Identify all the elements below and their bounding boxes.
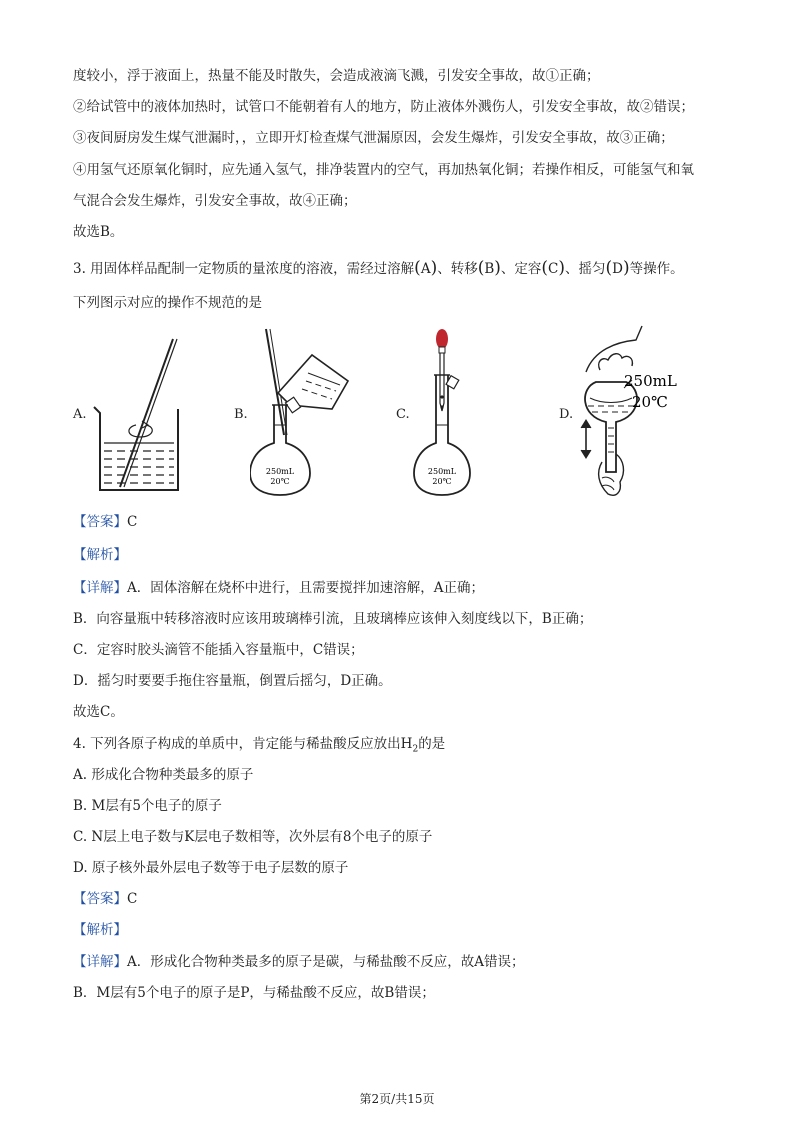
option-d-label: D. [559, 407, 574, 422]
text-line: ②给试管中的液体加热时，试管口不能朝着有人的地方，防止液体外溅伤人，引发安全事故，故②错误； [73, 99, 694, 115]
flask-temperature-label: 20℃ [632, 393, 668, 411]
flask-volume-label: 250mL [427, 467, 457, 476]
detail-line-q4: 【详解】A．形成化合物种类最多的原子是碳，与稀盐酸不反应，故A错误； [73, 954, 525, 970]
detail-line-q3: C．定容时胶头滴管不能插入容量瓶中，C错误； [73, 642, 364, 658]
shake-flask-figure [572, 322, 712, 502]
analysis-tag-q4: 【解析】 [73, 922, 127, 938]
text-line: 气混合会发生爆炸，引发安全事故，故④正确； [73, 193, 357, 209]
analysis-tag-q3: 【解析】 [73, 547, 127, 563]
option-line-q4: B. M层有5个电子的原子 [73, 798, 222, 814]
flask-temperature-label: 20℃ [432, 477, 452, 486]
page-number: 第2页/共15页 [359, 1092, 435, 1106]
answer-line-q3: 【答案】C [73, 514, 138, 530]
text-line: 故选B。 [73, 224, 124, 240]
option-line-q4: A. 形成化合物种类最多的原子 [73, 767, 254, 783]
detail-line-q3: D．摇匀时要要手拖住容量瓶，倒置后摇匀，D正确。 [73, 673, 392, 689]
detail-line-q3: B．向容量瓶中转移溶液时应该用玻璃棒引流，且玻璃棒应该伸入刻度线以下，B正确； [73, 611, 593, 627]
answer-line-q4: 【答案】C [73, 891, 138, 907]
option-c-label: C. [396, 407, 410, 422]
transfer-figure [250, 325, 360, 500]
flask-temperature-label: 20℃ [270, 477, 290, 486]
dropper-figure [412, 325, 477, 500]
detail-line-q4: B．M层有5个电子的原子是P，与稀盐酸不反应，故B错误； [73, 985, 435, 1001]
option-a-label: A. [73, 407, 87, 422]
flask-volume-label: 250mL [624, 372, 677, 390]
text-line: ④用氢气还原氧化铜时，应先通入氢气，排净装置内的空气，再加热氧化铜；若操作相反，可能氢气和氧 [73, 162, 694, 178]
question-3-stem: 3. 用固体样品配制一定物质的量浓度的溶液，需经过溶解(A)、转移(B)、定容(C)、摇匀(D)等操作。 [73, 258, 684, 278]
beaker-stirring-figure [90, 335, 185, 495]
conclusion-q3: 故选C。 [73, 704, 124, 720]
question-3-line2: 下列图示对应的操作不规范的是 [73, 295, 262, 311]
flask-volume-label: 250mL [265, 467, 295, 476]
option-line-q4: D. 原子核外最外层电子数等于电子层数的原子 [73, 860, 349, 876]
question-4-stem: 4. 下列各原子构成的单质中，肯定能与稀盐酸反应放出$H_2$的是 [73, 736, 446, 755]
option-line-q4: C. N层上电子数与K层电子数相等，次外层有8个电子的原子 [73, 829, 433, 845]
text-line: 度较小，浮于液面上，热量不能及时散失，会造成液滴飞溅，引发安全事故，故①正确； [73, 68, 600, 84]
detail-line-q3: 【详解】A．固体溶解在烧杯中进行，且需要搅拌加速溶解，A正确； [73, 580, 484, 596]
text-line: ③夜间厨房发生煤气泄漏时，，立即开灯检查煤气泄漏原因，会发生爆炸，引发安全事故，故③正确； [73, 130, 674, 146]
option-b-label: B. [234, 407, 248, 422]
